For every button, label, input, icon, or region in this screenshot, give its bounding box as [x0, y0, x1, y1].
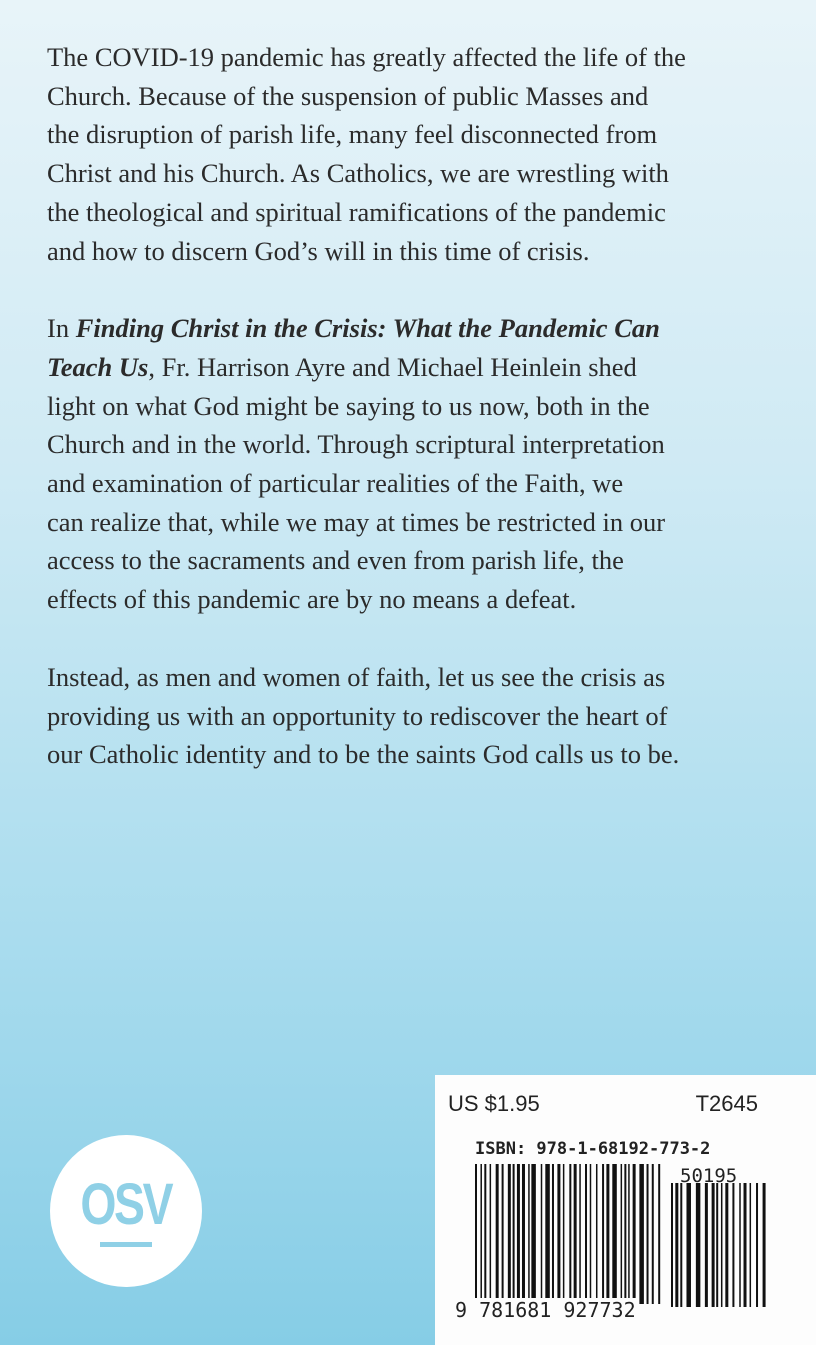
text-line: providing us with an opportunity to rediscover the heart of: [47, 700, 668, 731]
barcode-bar: [686, 1183, 691, 1307]
barcode-bar: [716, 1183, 718, 1307]
text-line: our Catholic identity and to be the saints God calls us to be.: [47, 739, 680, 770]
logo-underline: [100, 1242, 152, 1247]
logo-text: OSV: [80, 1171, 172, 1237]
barcode-bar: [585, 1164, 587, 1304]
osv-logo: [50, 1135, 202, 1287]
barcode-bar: [513, 1164, 515, 1304]
paragraph-2: [47, 309, 807, 619]
text-line: [47, 348, 807, 387]
barcode-bar: [531, 1164, 536, 1304]
barcode-bar: [563, 1164, 565, 1304]
back-cover-blurb: [47, 38, 807, 813]
barcode-bar: [680, 1183, 682, 1307]
text-line: Church. Because of the suspension of public Masses and: [47, 80, 649, 111]
text-line: Church and in the world. Through scriptural interpretation: [47, 429, 665, 460]
barcode-bar: [652, 1164, 654, 1304]
text-line: the disruption of parish life, many feel disconnected from: [47, 119, 658, 150]
barcode-bar: [744, 1183, 747, 1307]
barcode-bar: [475, 1164, 477, 1304]
addon-number: 50195: [680, 1165, 738, 1187]
barcode-bar: [725, 1183, 728, 1307]
text-line: effects of this pandemic are by no means a defeat.: [47, 584, 577, 615]
barcode-bar: [490, 1164, 492, 1304]
barcode-bar: [522, 1164, 525, 1304]
barcode-bar: [545, 1164, 550, 1304]
barcode-bar: [606, 1164, 609, 1304]
barcode-bar: [579, 1164, 581, 1304]
barcode-bar: [639, 1164, 644, 1304]
barcode-label: [435, 1075, 816, 1345]
barcode-bar: [763, 1183, 766, 1307]
item-code: T2645: [695, 1091, 758, 1116]
barcode-bar: [628, 1164, 630, 1304]
barcode-bar: [602, 1164, 604, 1304]
barcode-bar: [557, 1164, 560, 1304]
book-title-end: Teach Us: [47, 351, 149, 382]
barcode-bar: [633, 1164, 636, 1304]
text-line: can realize that, while we may at times be restricted in our: [47, 506, 666, 537]
barcode-bar: [590, 1164, 592, 1304]
barcode-bar: [739, 1183, 741, 1307]
text-line: and examination of particular realities of the Faith, we: [47, 468, 624, 499]
barcode-bar: [552, 1164, 554, 1304]
barcode-bar: [596, 1164, 598, 1304]
barcode-bar: [658, 1164, 660, 1304]
barcode-bar: [624, 1164, 626, 1304]
text-line: access to the sacraments and even from parish life, the: [47, 545, 624, 576]
book-title: Finding Christ in the Crisis: What the Pandemic Can: [75, 313, 660, 344]
text-line: The COVID-19 pandemic has greatly affected the life of the: [47, 42, 686, 72]
barcode-bar: [502, 1164, 504, 1304]
barcode-bar: [496, 1164, 499, 1304]
barcode-bar: [574, 1164, 577, 1304]
barcode-bar: [721, 1183, 723, 1307]
text-line: Instead, as men and women of faith, let us see the crisis as: [47, 661, 666, 692]
price: US $1.95: [448, 1091, 540, 1116]
barcode-bar: [508, 1164, 511, 1304]
barcode-bar: [696, 1183, 701, 1307]
barcode-bar: [541, 1164, 543, 1304]
authors-text: , Fr. Harrison Ayre and Michael Heinlein shed: [148, 351, 637, 382]
text-line: [47, 309, 807, 348]
barcode-bar: [517, 1164, 520, 1304]
barcode-bar: [480, 1164, 482, 1304]
text-line: Christ and his Church. As Catholics, we are wrestling with: [47, 158, 669, 189]
barcode-bar: [569, 1164, 571, 1304]
barcode-bar: [671, 1183, 673, 1307]
barcode-bar: [675, 1183, 678, 1307]
barcode-bar: [756, 1183, 758, 1307]
text-line: light on what God might be saying to us now, both in the: [47, 390, 650, 421]
paragraph-1: [47, 38, 807, 270]
text-prefix: In: [47, 313, 76, 344]
barcode-bar: [712, 1183, 715, 1307]
barcode-bar: [647, 1164, 649, 1304]
ean-number: 9 781681 927732: [455, 1298, 636, 1322]
barcode-bar: [621, 1164, 623, 1304]
barcode-bar: [705, 1183, 708, 1307]
barcode-bar: [750, 1183, 752, 1307]
barcode-bar: [732, 1183, 734, 1307]
barcode-bar: [484, 1164, 486, 1304]
text-line: the theological and spiritual ramifications of the pandemic: [47, 196, 666, 227]
isbn: ISBN: 978-1-68192-773-2: [475, 1139, 711, 1159]
text-line: and how to discern God’s will in this time of crisis.: [47, 235, 590, 266]
barcode-bar: [528, 1164, 530, 1304]
barcode-bar: [612, 1164, 617, 1304]
paragraph-3: [47, 658, 807, 774]
